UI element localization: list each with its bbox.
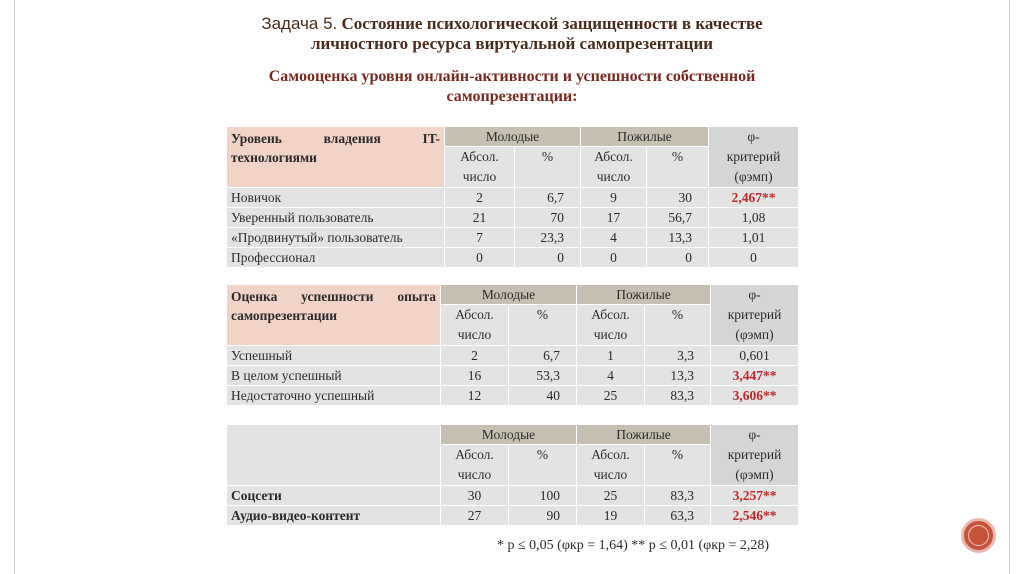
table-row — [227, 208, 799, 228]
table2-old-header: Пожилые — [577, 285, 711, 305]
old-pct-cell: 56,7 — [647, 208, 709, 228]
young-pct-cell: 0 — [515, 248, 581, 268]
row-label: Соцсети — [227, 486, 441, 506]
success-table — [226, 284, 799, 406]
table-row — [227, 386, 799, 406]
young-abs-cell: 27 — [441, 506, 509, 526]
old-abs-cell: 17 — [581, 208, 647, 228]
old-abs-cell: 4 — [577, 366, 645, 386]
table2-old-pct-header: % — [645, 305, 711, 346]
row-label: Уверенный пользователь — [227, 208, 445, 228]
old-pct-cell: 0 — [647, 248, 709, 268]
table-row — [227, 188, 799, 208]
table1-phi-header: φ- критерий (φэмп) — [709, 127, 799, 188]
young-abs-cell: 30 — [441, 486, 509, 506]
content-table — [226, 424, 799, 526]
young-pct-cell: 6,7 — [515, 188, 581, 208]
table-row — [227, 346, 799, 366]
old-abs-cell: 25 — [577, 386, 645, 406]
table1-old-pct-header: % — [647, 147, 709, 188]
table1-young-pct-header: % — [515, 147, 581, 188]
young-pct-cell: 100 — [509, 486, 577, 506]
row-label: «Продвинутый» пользователь — [227, 228, 445, 248]
row-label: Недостаточно успешный — [227, 386, 441, 406]
table-row — [227, 506, 799, 526]
young-pct-cell: 6,7 — [509, 346, 577, 366]
table3-old-pct-header: % — [645, 445, 711, 486]
young-abs-cell: 7 — [445, 228, 515, 248]
table3-old-header: Пожилые — [577, 425, 711, 445]
table2-header-line-1: Оценка успешности опыта — [231, 289, 436, 304]
table1-young-abs-header: Абсол. число — [445, 147, 515, 188]
table-row — [227, 486, 799, 506]
old-abs-cell: 25 — [577, 486, 645, 506]
table3-old-abs-header: Абсол. число — [577, 445, 645, 486]
old-abs-cell: 1 — [577, 346, 645, 366]
old-abs-cell: 19 — [577, 506, 645, 526]
row-label: В целом успешный — [227, 366, 441, 386]
old-pct-cell: 63,3 — [645, 506, 711, 526]
young-pct-cell: 70 — [515, 208, 581, 228]
table2-phi-header: φ- критерий (φэмп) — [711, 285, 799, 346]
old-pct-cell: 13,3 — [647, 228, 709, 248]
table-row — [227, 366, 799, 386]
young-pct-cell: 53,3 — [509, 366, 577, 386]
table1-old-header: Пожилые — [581, 127, 709, 147]
young-abs-cell: 12 — [441, 386, 509, 406]
old-pct-cell: 13,3 — [645, 366, 711, 386]
young-pct-cell: 90 — [509, 506, 577, 526]
young-abs-cell: 2 — [445, 188, 515, 208]
young-abs-cell: 0 — [445, 248, 515, 268]
table1-header-line-1: Уровень владения IT- — [231, 131, 440, 146]
young-pct-cell: 40 — [509, 386, 577, 406]
phi-cell: 2,546** — [711, 506, 799, 526]
young-abs-cell: 21 — [445, 208, 515, 228]
slide-title — [0, 14, 1024, 54]
table3-young-header: Молодые — [441, 425, 577, 445]
table1-old-abs-header: Абсол. число — [581, 147, 647, 188]
old-pct-cell: 3,3 — [645, 346, 711, 366]
young-abs-cell: 16 — [441, 366, 509, 386]
table-row — [227, 248, 799, 268]
table2-young-header: Молодые — [441, 285, 577, 305]
table1-header-line-2: технологиями — [231, 150, 317, 165]
table3-phi-header: φ- критерий (φэмп) — [711, 425, 799, 486]
table3-young-abs-header: Абсол. число — [441, 445, 509, 486]
significance-footnote: * p ≤ 0,05 (φкр = 1,64) ** p ≤ 0,01 (φкр = 2,28) — [497, 538, 770, 553]
old-pct-cell: 83,3 — [645, 486, 711, 506]
row-label: Успешный — [227, 346, 441, 366]
old-pct-cell: 30 — [647, 188, 709, 208]
phi-cell: 2,467** — [709, 188, 799, 208]
phi-cell: 0,601 — [711, 346, 799, 366]
title-line-2: личностного ресурса виртуальной самопрезентации — [310, 34, 714, 53]
subtitle-line-1: Самооценка уровня онлайн-активности и успешности собственной — [268, 68, 756, 85]
table1-header — [227, 127, 445, 188]
circle-nav-icon[interactable] — [961, 518, 996, 553]
row-label: Новичок — [227, 188, 445, 208]
title-line-1: Состояние психологической защищенности в качестве — [341, 14, 763, 33]
young-pct-cell: 23,3 — [515, 228, 581, 248]
old-abs-cell: 0 — [581, 248, 647, 268]
phi-cell: 3,257** — [711, 486, 799, 506]
phi-cell: 1,01 — [709, 228, 799, 248]
phi-cell: 1,08 — [709, 208, 799, 228]
table2-header — [227, 285, 441, 346]
row-label: Аудио-видео-контент — [227, 506, 441, 526]
old-abs-cell: 9 — [581, 188, 647, 208]
old-abs-cell: 4 — [581, 228, 647, 248]
subtitle-line-2: самопрезентации: — [446, 88, 578, 105]
old-pct-cell: 83,3 — [645, 386, 711, 406]
row-label: Профессионал — [227, 248, 445, 268]
table2-young-abs-header: Абсол. число — [441, 305, 509, 346]
it-skills-table — [226, 126, 799, 268]
phi-cell: 3,606** — [711, 386, 799, 406]
table3-header — [227, 425, 441, 486]
table3-young-pct-header: % — [509, 445, 577, 486]
table2-header-line-2: самопрезентации — [231, 308, 338, 323]
slide-subtitle — [0, 67, 1024, 107]
table1-young-header: Молодые — [445, 127, 581, 147]
table2-old-abs-header: Абсол. число — [577, 305, 645, 346]
table-row — [227, 228, 799, 248]
title-prefix: Задача 5. — [261, 14, 338, 33]
phi-cell: 0 — [709, 248, 799, 268]
phi-cell: 3,447** — [711, 366, 799, 386]
young-abs-cell: 2 — [441, 346, 509, 366]
table2-young-pct-header: % — [509, 305, 577, 346]
